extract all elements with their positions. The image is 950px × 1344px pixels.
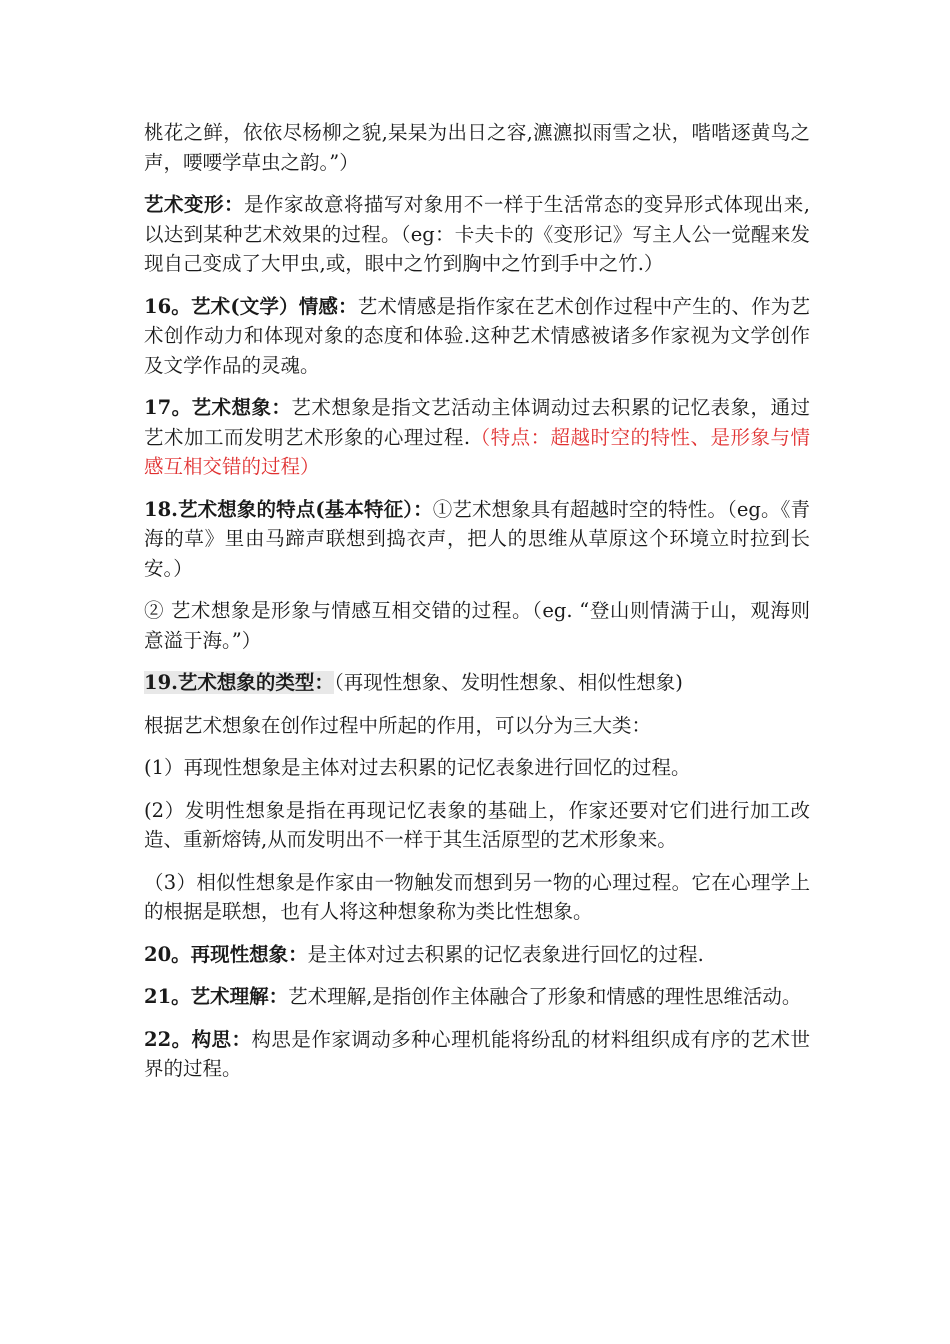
- paragraph-type-2: [144, 796, 810, 855]
- document-page: [144, 118, 810, 1097]
- paragraph-body: 构思是作家调动多种心理机能将纷乱的材料组织成有序的艺术世界的过程。: [144, 1027, 810, 1080]
- paragraph-type-1: [144, 753, 810, 783]
- paragraph-body: ② 艺术想象是形象与情感互相交错的过程。（eg. “登山则情满于山，观海则意溢于海。”）: [144, 599, 810, 652]
- paragraph-types-intro: [144, 711, 810, 741]
- paragraph-body: （3）相似性想象是作家由一物触发而想到另一物的心理过程。它在心理学上的根据是联想，也有人将这种想象称为类比性想象。: [144, 870, 810, 923]
- paragraph-body: 艺术理解,是指创作主体融合了形象和情感的理性思维活动。: [288, 985, 802, 1008]
- term-heading: 21。艺术理解：: [144, 985, 289, 1008]
- paragraph-body: 是作家故意将描写对象用不一样于生活常态的变异形式体现出来,以达到某种艺术效果的过程。（eg：卡夫卡的《变形记》写主人公一觉醒来发现自己变成了大甲虫,或，眼中之竹到胸中之竹到手中之竹.）: [144, 193, 810, 275]
- paragraph-body: (1）再现性想象是主体对过去积累的记忆表象进行回忆的过程。: [144, 756, 691, 779]
- paragraph-art-deformation: [144, 190, 810, 279]
- term-heading: 19.艺术想象的类型：: [144, 671, 334, 694]
- paragraph-body: 是主体对过去积累的记忆表象进行回忆的过程.: [307, 942, 704, 966]
- paragraph-body: 桃花之鲜，依依尽杨柳之貌,杲杲为出日之容,瀌瀌拟雨雪之状，喈喈逐黄鸟之声，喓喓学草虫之韵。”）: [144, 121, 810, 174]
- paragraph-art-emotion: [144, 292, 810, 381]
- paragraph-imagination-feature-2: [144, 596, 810, 655]
- paragraph-imagination-types: [144, 668, 810, 698]
- paragraph-body: ①艺术想象具有超越时空的特性。（eg。《青海的草》里由马蹄声联想到捣衣声，把人的思维从草原这个环境立时拉到长安。）: [144, 497, 810, 580]
- paragraph-reproductive-imagination: [144, 940, 810, 970]
- red-note: （特点：超越时空的特性、是形象与情感互相交错的过程）: [144, 425, 810, 478]
- paragraph-quote-continuation: [144, 118, 810, 177]
- term-heading: 18.艺术想象的特点(基本特征）：: [144, 497, 433, 521]
- paragraph-art-understanding: [144, 982, 810, 1012]
- term-heading: 22。构思：: [144, 1027, 252, 1051]
- paragraph-art-imagination: [144, 393, 810, 482]
- paragraph-conception: [144, 1025, 810, 1084]
- paragraph-body: 艺术想象是指文艺活动主体调动过去积累的记忆表象，通过艺术加工而发明艺术形象的心理过程.: [144, 396, 810, 449]
- paragraph-body: 艺术情感是指作家在艺术创作过程中产生的、作为艺术创作动力和体现对象的态度和体验.这种艺术情感被诸多作家视为文学创作及文学作品的灵魂。: [144, 294, 810, 377]
- paragraph-type-3: [144, 868, 810, 927]
- term-heading: 16。艺术(文学）情感：: [144, 294, 358, 318]
- paragraph-body: （再现性想象、发明性想象、相似性想象): [333, 671, 683, 694]
- term-heading: 20。再现性想象：: [144, 942, 308, 966]
- paragraph-imagination-features: [144, 495, 810, 584]
- term-heading: 17。艺术想象：: [144, 396, 292, 419]
- paragraph-body: 根据艺术想象在创作过程中所起的作用，可以分为三大类：: [144, 713, 652, 737]
- term-heading: 艺术变形：: [144, 193, 244, 216]
- paragraph-body: (2）发明性想象是指在再现记忆表象的基础上，作家还要对它们进行加工改造、重新熔铸,从而发明出不一样于其生活原型的艺术形象来。: [144, 798, 810, 851]
